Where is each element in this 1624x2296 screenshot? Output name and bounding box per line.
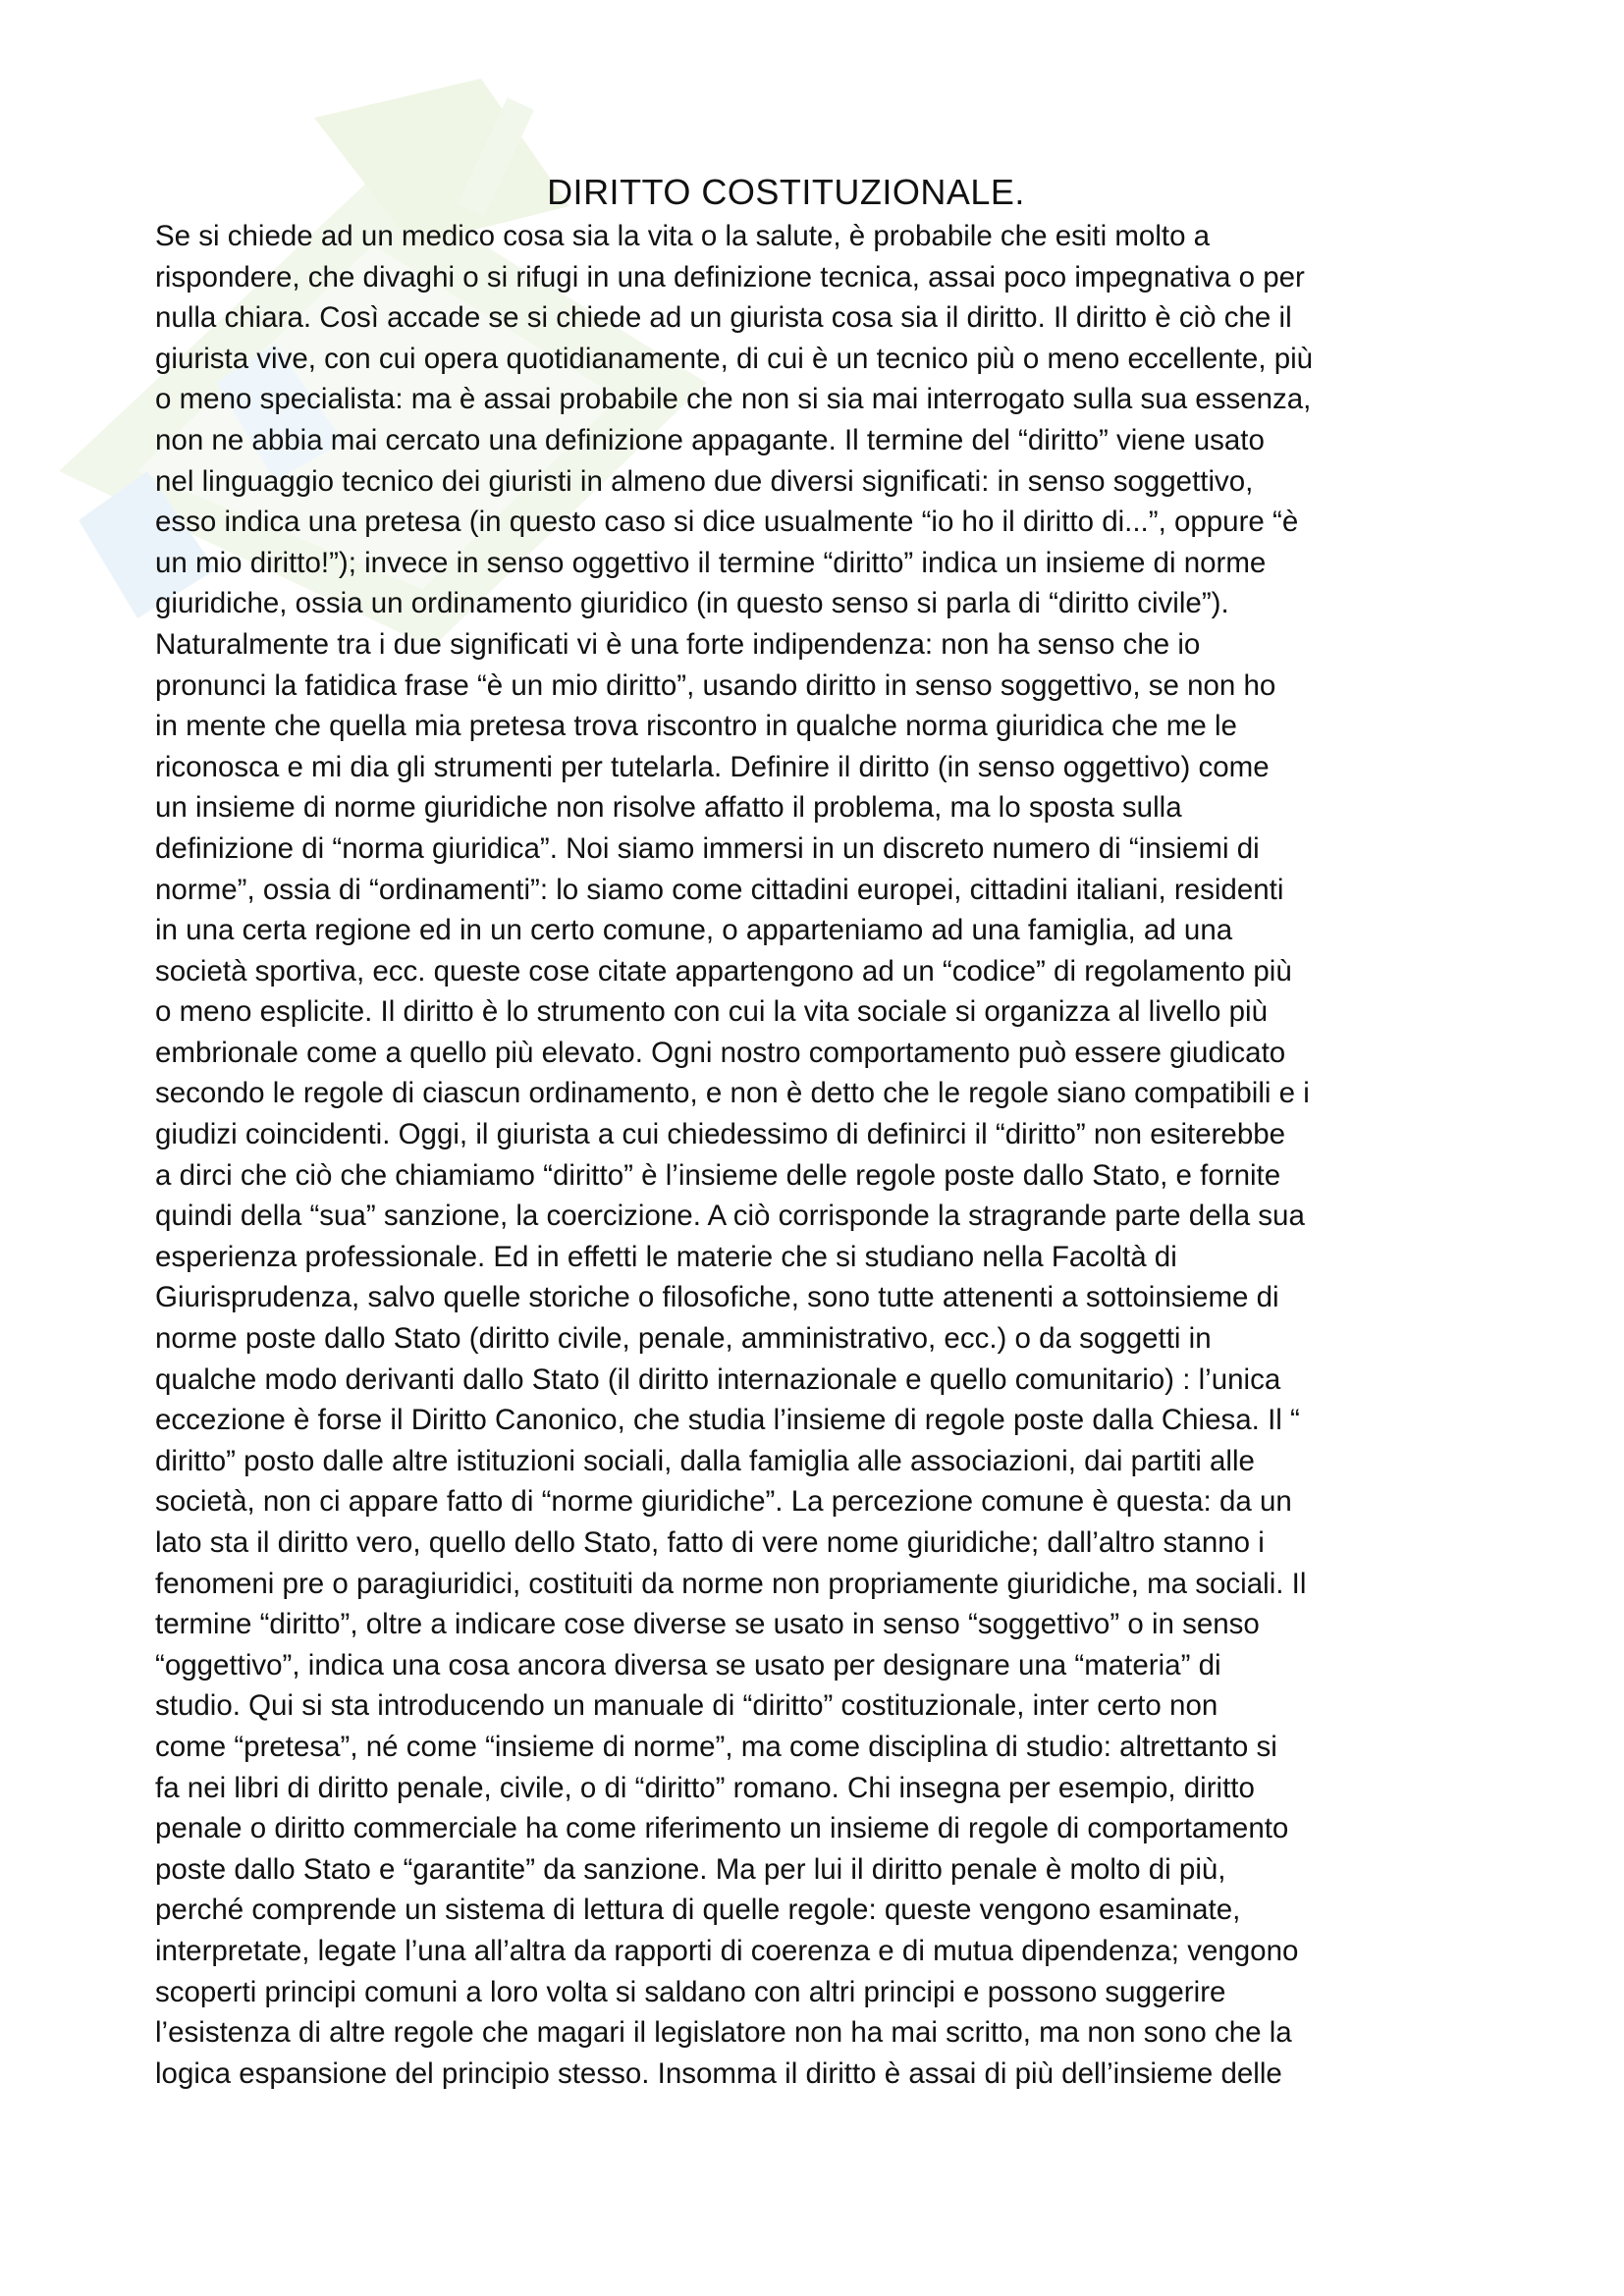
text-line: in una certa regione ed in un certo comune, o apparteniamo ad una famiglia, ad una bbox=[155, 914, 1233, 947]
text-line: logica espansione del principio stesso. Insomma il diritto è assai di più dell’insieme delle bbox=[155, 2056, 1282, 2090]
text-line: rispondere, che divaghi o si rifugi in una definizione tecnica, assai poco impegnativa o per bbox=[155, 260, 1305, 294]
text-line: penale o diritto commerciale ha come riferimento un insieme di regole di comportamento bbox=[155, 1812, 1289, 1845]
text-line: Giurisprudenza, salvo quelle storiche o filosofiche, sono tutte attenenti a sottoinsieme di bbox=[155, 1281, 1279, 1314]
text-line: esso indica una pretesa (in questo caso si dice usualmente “io ho il diritto di...”, oppure “è bbox=[155, 506, 1299, 539]
text-line: nel linguaggio tecnico dei giuristi in almeno due diversi significati: in senso soggettivo, bbox=[155, 464, 1254, 498]
text-line: eccezione è forse il Diritto Canonico, che studia l’insieme di regole poste dalla Chiesa. Il “ bbox=[155, 1404, 1300, 1437]
text-line: o meno specialista: ma è assai probabile che non si sia mai interrogato sulla sua essenza, bbox=[155, 383, 1312, 416]
text-line: qualche modo derivanti dallo Stato (il diritto internazionale e quello comunitario) : l’unica bbox=[155, 1362, 1281, 1396]
text-line: l’esistenza di altre regole che magari il legislatore non ha mai scritto, ma non sono che la bbox=[155, 2016, 1292, 2050]
text-line: nulla chiara. Così accade se si chiede ad un giurista cosa sia il diritto. Il diritto è ciò che il bbox=[155, 301, 1292, 335]
text-line: termine “diritto”, oltre a indicare cose diverse se usato in senso “soggettivo” o in senso bbox=[155, 1608, 1260, 1641]
text-line: società sportiva, ecc. queste cose citate appartengono ad un “codice” di regolamento più bbox=[155, 954, 1292, 988]
text-line: norme”, ossia di “ordinamenti”: lo siamo come cittadini europei, cittadini italiani, residenti bbox=[155, 873, 1284, 906]
text-line: “oggettivo”, indica una cosa ancora diversa se usato per designare una “materia” di bbox=[155, 1648, 1221, 1682]
text-line: fenomeni pre o paragiuridici, costituiti da norme non propriamente giuridiche, ma sociali. Il bbox=[155, 1567, 1307, 1600]
text-line: in mente che quella mia pretesa trova riscontro in qualche norma giuridica che me le bbox=[155, 710, 1237, 743]
text-line: riconosca e mi dia gli strumenti per tutelarla. Definire il diritto (in senso oggettivo) come bbox=[155, 750, 1270, 783]
text-line: quindi della “sua” sanzione, la coercizione. A ciò corrisponde la stragrande parte della sua bbox=[155, 1200, 1305, 1233]
text-line: interpretate, legate l’una all’altra da rapporti di coerenza e di mutua dipendenza; vengono bbox=[155, 1934, 1299, 1967]
body-text bbox=[155, 216, 1486, 2094]
text-line: un insieme di norme giuridiche non risolve affatto il problema, ma lo sposta sulla bbox=[155, 791, 1182, 825]
text-line: giuridiche, ossia un ordinamento giuridico (in questo senso si parla di “diritto civile”). bbox=[155, 587, 1229, 620]
text-line: come “pretesa”, né come “insieme di norme”, ma come disciplina di studio: altrettanto si bbox=[155, 1730, 1277, 1763]
text-line: pronunci la fatidica frase “è un mio diritto”, usando diritto in senso soggettivo, se non ho bbox=[155, 668, 1276, 702]
text-line: scoperti principi comuni a loro volta si saldano con altri principi e possono suggerire bbox=[155, 1975, 1226, 2008]
text-line: studio. Qui si sta introducendo un manuale di “diritto” costituzionale, inter certo non bbox=[155, 1689, 1218, 1723]
text-line: norme poste dallo Stato (diritto civile, penale, amministrativo, ecc.) o da soggetti in bbox=[155, 1322, 1212, 1356]
text-line: definizione di “norma giuridica”. Noi siamo immersi in un discreto numero di “insiemi di bbox=[155, 831, 1260, 865]
text-line: lato sta il diritto vero, quello dello Stato, fatto di vere nome giuridiche; dall’altro stanno i bbox=[155, 1526, 1265, 1559]
text-line: non ne abbia mai cercato una definizione appagante. Il termine del “diritto” viene usato bbox=[155, 423, 1265, 456]
text-line: embrionale come a quello più elevato. Ogni nostro comportamento può essere giudicato bbox=[155, 1036, 1286, 1069]
text-line: a dirci che ciò che chiamiamo “diritto” è l’insieme delle regole poste dallo Stato, e fornite bbox=[155, 1158, 1281, 1192]
text-line: secondo le regole di ciascun ordinamento, e non è detto che le regole siano compatibili e i bbox=[155, 1077, 1310, 1110]
document-page bbox=[155, 169, 1486, 2094]
text-line: Naturalmente tra i due significati vi è una forte indipendenza: non ha senso che io bbox=[155, 627, 1201, 661]
text-line: Se si chiede ad un medico cosa sia la vita o la salute, è probabile che esiti molto a bbox=[155, 220, 1211, 252]
text-line: diritto” posto dalle altre istituzioni sociali, dalla famiglia alle associazioni, dai partiti alle bbox=[155, 1444, 1255, 1477]
text-line: società, non ci appare fatto di “norme giuridiche”. La percezione comune è questa: da un bbox=[155, 1485, 1292, 1519]
text-line: giudizi coincidenti. Oggi, il giurista a cui chiedessimo di definirci il “diritto” non esiterebbe bbox=[155, 1118, 1286, 1151]
text-line: giurista vive, con cui opera quotidianamente, di cui è un tecnico più o meno eccellente, più bbox=[155, 342, 1314, 375]
text-line: un mio diritto!”); invece in senso oggettivo il termine “diritto” indica un insieme di norme bbox=[155, 546, 1267, 579]
text-line: perché comprende un sistema di lettura di quelle regole: queste vengono esaminate, bbox=[155, 1894, 1241, 1927]
text-line: esperienza professionale. Ed in effetti le materie che si studiano nella Facoltà di bbox=[155, 1240, 1177, 1273]
text-line: o meno esplicite. Il diritto è lo strumento con cui la vita sociale si organizza al livello più bbox=[155, 995, 1269, 1029]
page-title: DIRITTO COSTITUZIONALE. bbox=[547, 172, 1025, 212]
text-line: poste dallo Stato e “garantite” da sanzione. Ma per lui il diritto penale è molto di più, bbox=[155, 1852, 1226, 1886]
text-line: fa nei libri di diritto penale, civile, o di “diritto” romano. Chi insegna per esempio, diritto bbox=[155, 1771, 1255, 1804]
